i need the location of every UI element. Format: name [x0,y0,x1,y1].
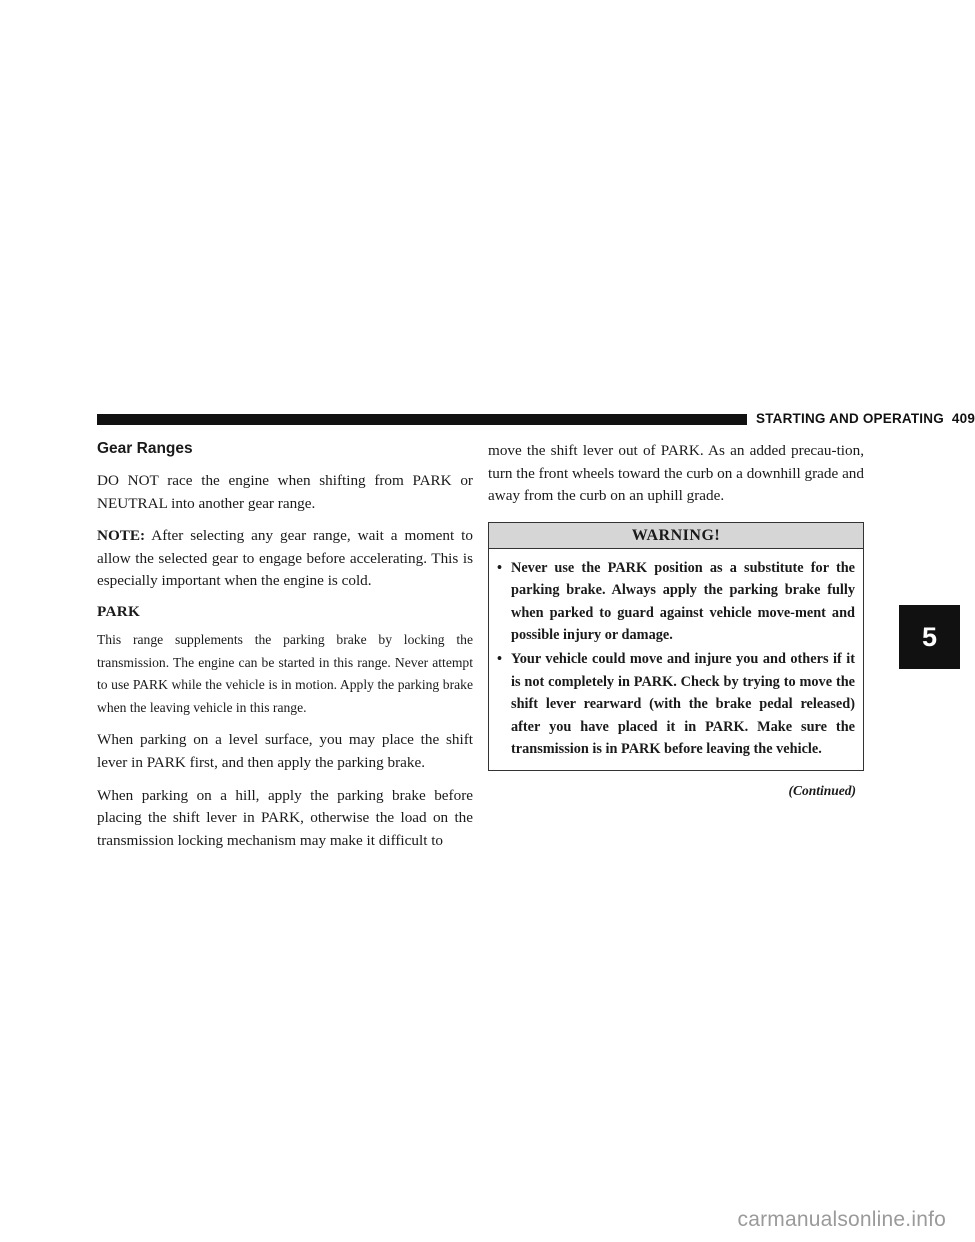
running-header [756,411,975,426]
section-title: Gear Ranges [97,440,193,457]
warning-item [497,557,855,647]
note-label: NOTE: [97,527,146,545]
continued-label: (Continued) [788,783,856,799]
park-heading: PARK [97,602,141,620]
park-paragraph-2: When parking on a level surface, you may place the shift lever in PARK first, and then apply the parking brake. [97,731,473,771]
warning-item-text: Your vehicle could move and injure you and others if it is not completely in PARK. Check by trying to move the shift lever rearward (with the brake pedal released) after you have placed it in PARK. Make sure the transmission is in PARK before leaving the vehicle. [511,651,855,758]
chapter-tab: 5 [899,605,960,669]
warning-item [497,648,855,760]
bullet-icon: • [497,559,503,576]
watermark: carmanualsonline.info [737,1208,946,1231]
page-number: 409 [951,411,975,426]
left-column [97,440,473,862]
header-section-title: STARTING AND OPERATING [756,411,944,426]
park-paragraph-3: When parking on a hill, apply the parking brake before placing the shift lever in PARK, otherwise the load on the transmission locking mechanism may make it difficult to [97,786,473,849]
warning-item-text: Never use the PARK position as a substitute for the parking brake. Always apply the parking brake fully when parked to guard against vehicle move-ment and possible injury or damage. [511,559,855,643]
warning-box [488,522,864,772]
header-rule [97,414,747,425]
note-text: After selecting any gear range, wait a moment to allow the selected gear to engage before accelerating. This is especially important when the engine is cold. [97,527,473,590]
right-column [488,440,864,799]
warning-title: WARNING! [489,523,863,549]
warning-body [489,549,863,771]
note-paragraph [97,525,473,593]
continuation-paragraph: move the shift lever out of PARK. As an added precau-tion, turn the front wheels toward the curb on a downhill grade and away from the curb on an uphill grade. [488,442,864,505]
bullet-icon: • [497,651,503,668]
park-paragraph-1: This range supplements the parking brake by locking the transmission. The engine can be started in this range. Never attempt to use PARK while the vehicle is in motion. Apply the parking brake when the leaving vehicle in this range. [97,631,473,715]
intro-paragraph: DO NOT race the engine when shifting from PARK or NEUTRAL into another gear range. [97,472,473,512]
